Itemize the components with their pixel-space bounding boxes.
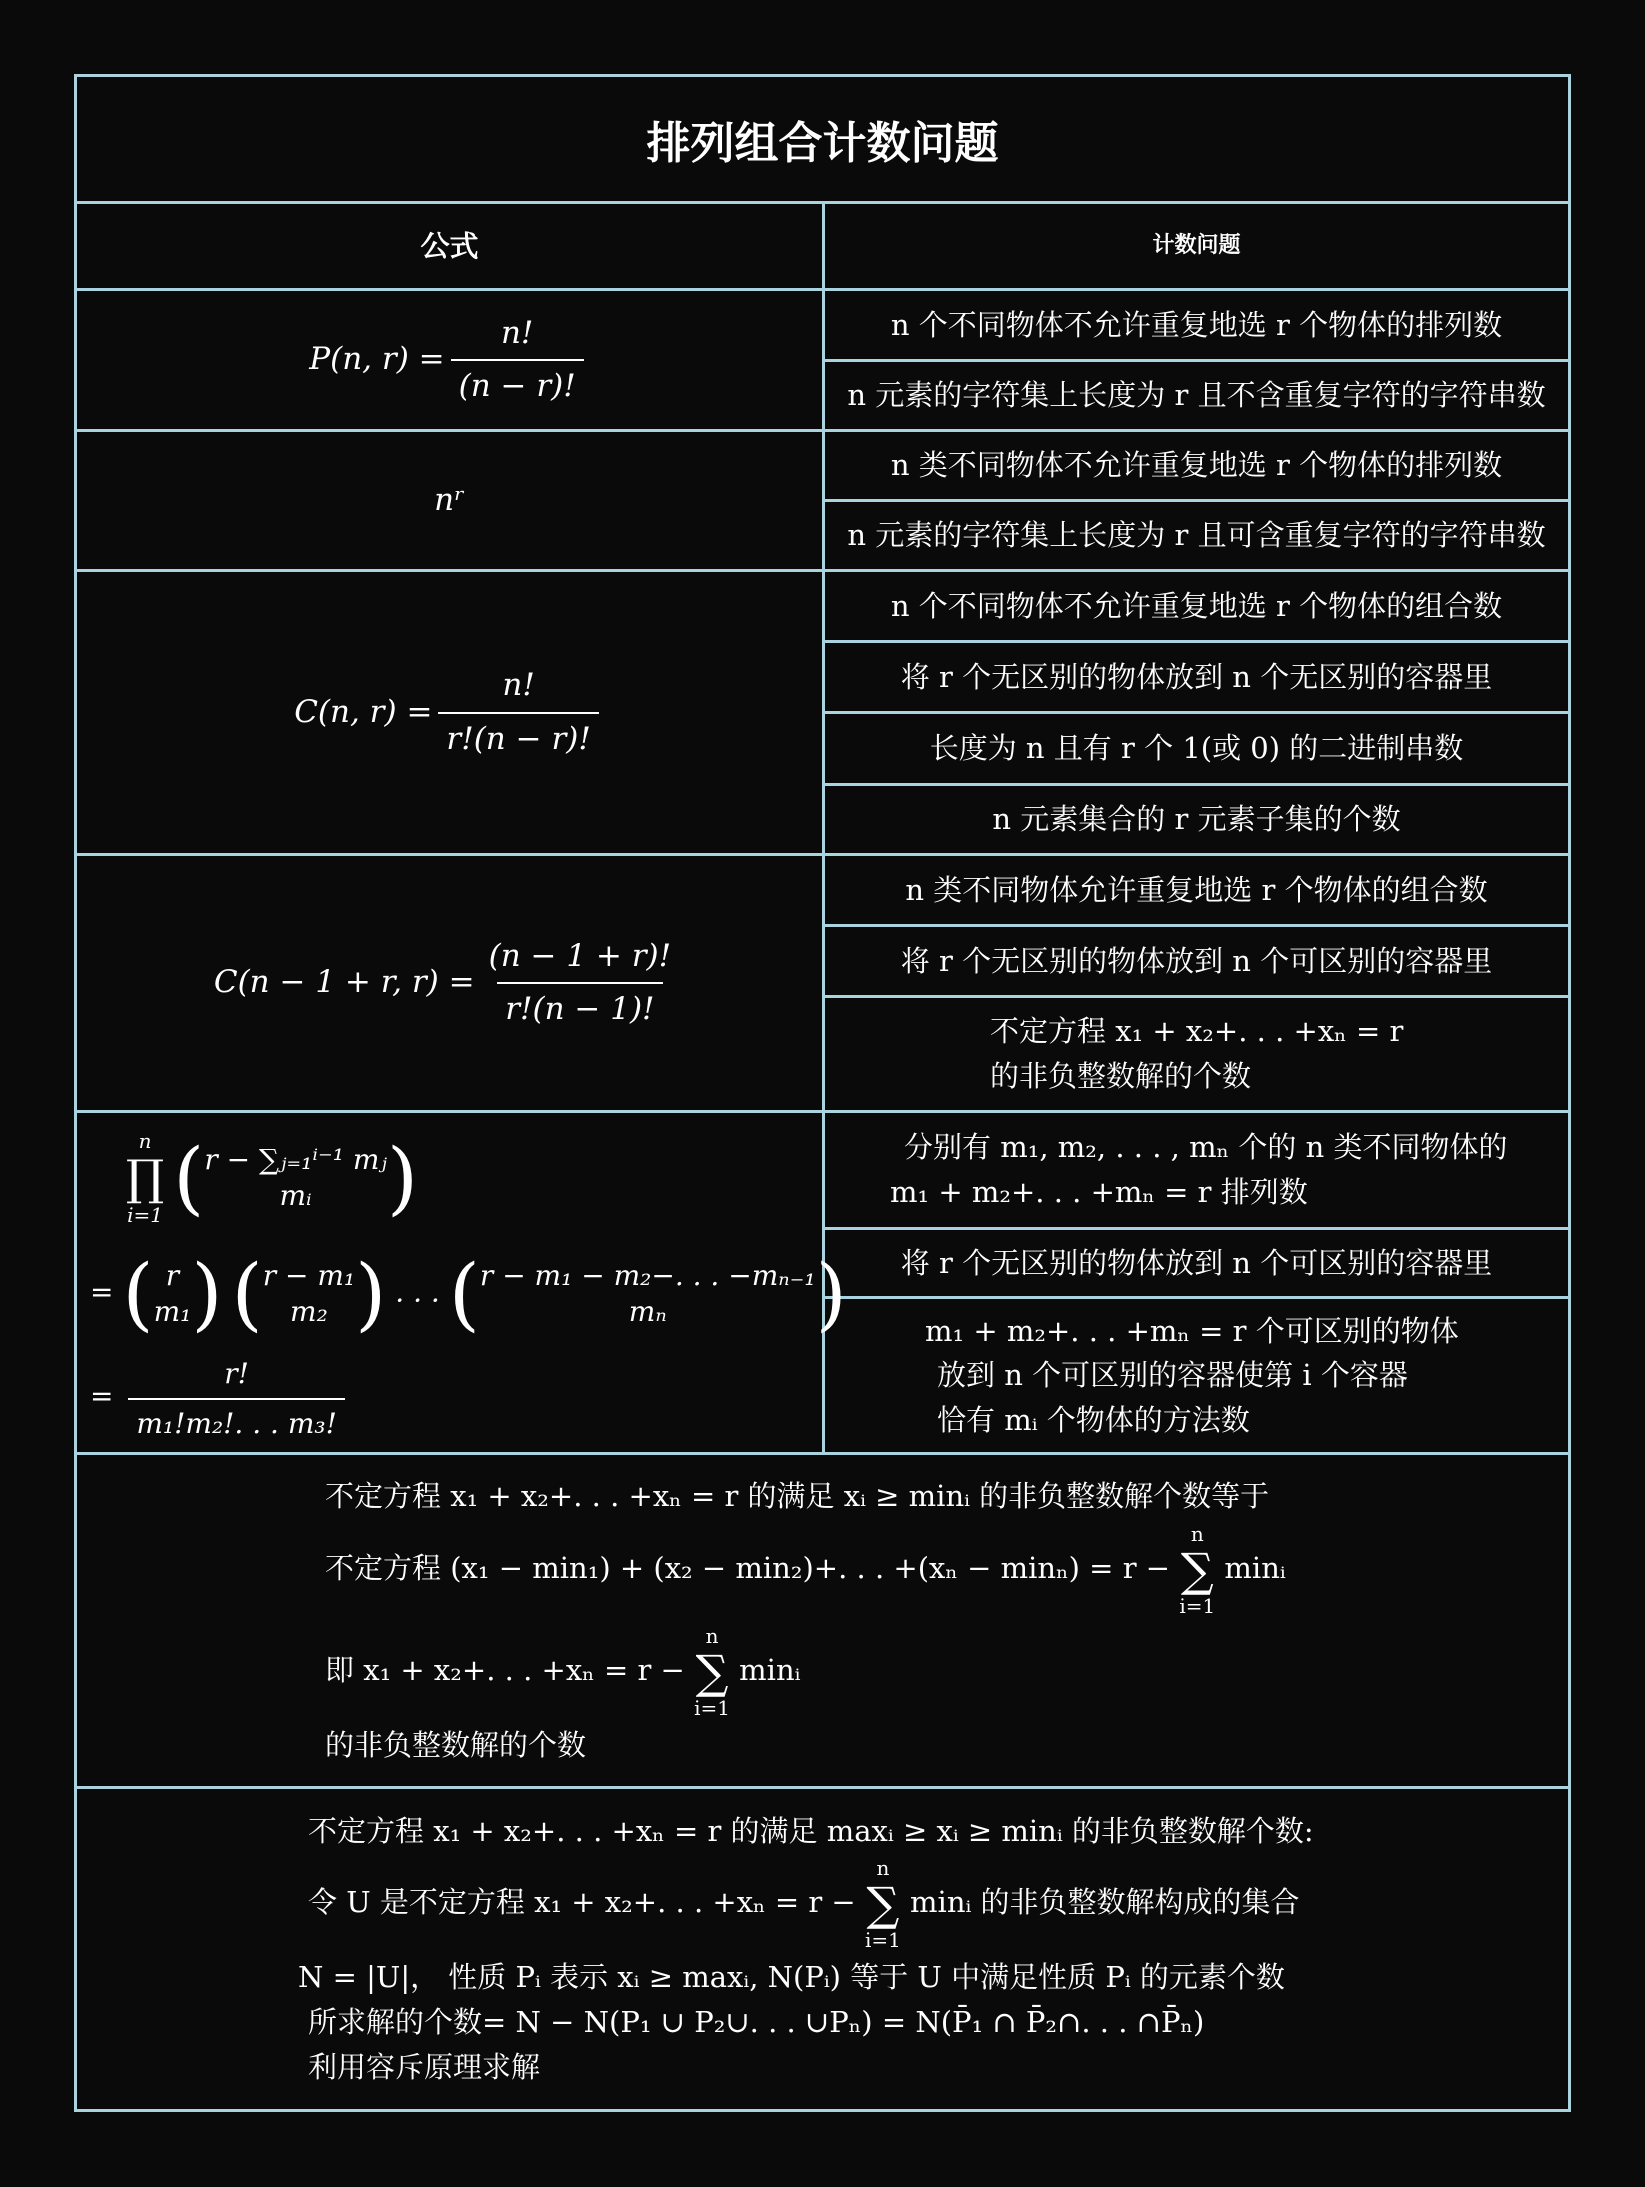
problem-item: n 元素的字符集上长度为 r 且不含重复字符的字符串数 bbox=[847, 378, 1546, 413]
fraction: $\frac{n!}{(n - r)!}$ bbox=[451, 312, 584, 409]
page-title: 排列组合计数问题 bbox=[646, 118, 999, 169]
problem-item: n 类不同物体不允许重复地选 r 个物体的排列数 bbox=[890, 448, 1503, 483]
problem-item: n 元素的字符集上长度为 r 且可含重复字符的字符串数 bbox=[847, 518, 1546, 553]
problem-item: m₁ + m₂+. . . +mₙ = r 个可区别的物体 放到 n 个可区别的容器使第 i 个容器 恰有 mᵢ 个物体的方法数 bbox=[925, 1313, 1459, 1437]
problem-item: 将 r 个无区别的物体放到 n 个可区别的容器里 bbox=[900, 1245, 1493, 1280]
problem-item: 长度为 n 且有 r 个 1(或 0) 的二进制串数 bbox=[929, 731, 1464, 766]
formula-multiset-combination: C(n − 1 + r, r) = $\frac{(n - 1 + r)!}{r!(n - 1)!}$ bbox=[77, 856, 822, 1110]
header-formula: 公式 bbox=[420, 228, 479, 263]
fraction: $\frac{(n - 1 + r)!}{r!(n - 1)!}$ bbox=[481, 935, 680, 1032]
formula-power: nʳ bbox=[434, 481, 465, 518]
problem-item: n 类不同物体允许重复地选 r 个物体的组合数 bbox=[905, 872, 1488, 907]
problem-item: 不定方程 x₁ + x₂+. . . +xₙ = r 的非负整数解的个数 bbox=[990, 1014, 1404, 1093]
min-constraint-block: 不定方程 x₁ + x₂+. . . +xₙ = r 的满足 xᵢ ≥ minᵢ 的非负整数解个数等于 不定方程 (x₁ − min₁) + (x₂ − min₂)+. . . +(xₙ − minₙ) = r − n ∑ i=1 minᵢ 即 x₁ + x₂+. . . +xₙ = r − n ∑ i=1 minᵢ 的非负整数解的个数 bbox=[325, 1478, 1286, 1762]
formula-multinomial bbox=[90, 1113, 847, 1452]
problem-item: n 个不同物体不允许重复地选 r 个物体的组合数 bbox=[890, 588, 1503, 623]
problem-item: 将 r 个无区别的物体放到 n 个可区别的容器里 bbox=[900, 943, 1493, 978]
problem-item: n 元素集合的 r 元素子集的个数 bbox=[992, 802, 1401, 837]
problem-item: 将 r 个无区别的物体放到 n 个无区别的容器里 bbox=[900, 659, 1493, 694]
fraction-line: = $\frac{r!}{\text{m₁!m₂!. . . m₃!}}$ bbox=[90, 1354, 351, 1442]
problem-item: 分别有 m₁, m₂, . . . , mₙ 个的 n 类不同物体的 m₁ + m₂+. . . +mₙ = r 排列数 bbox=[890, 1130, 1508, 1209]
max-constraint-block: 不定方程 x₁ + x₂+. . . +xₙ = r 的满足 maxᵢ ≥ xᵢ ≥ minᵢ 的非负整数解个数: 令 U 是不定方程 x₁ + x₂+. . . +xₙ = r − n ∑ i=1 minᵢ 的非负整数解构成的集合 N = |U|， 性质 Pᵢ 表示 xᵢ ≥ maxᵢ, N(Pᵢ) 等于 U 中满足性质 Pᵢ 的元素个数 所求解的个数= N − N(P₁ ∪ P₂∪. . . ∪Pₙ) = N(P̄₁ ∩ P̄₂∩. . . ∩P̄ₙ) 利用容斥原理求解 bbox=[298, 1813, 1314, 2084]
product-line: n ∏ i=1 ( r − ∑ⱼ₌₁ⁱ⁻¹ mⱼ mᵢ ) bbox=[126, 1129, 419, 1228]
formula-combination: C(n, r) = $\frac{n!}{r!(n - r)!}$ bbox=[77, 572, 822, 853]
header-problem: 计数问题 bbox=[1152, 232, 1241, 258]
problem-item: n 个不同物体不允许重复地选 r 个物体的排列数 bbox=[890, 307, 1503, 342]
fraction: $\frac{n!}{r!(n - r)!}$ bbox=[438, 664, 598, 761]
binomials-line: = ( r m₁ ) ( r − m₁ m₂ ) . . . ( r − m₁ − m₂−. . . −mₙ₋₁ mₙ ) bbox=[90, 1247, 847, 1341]
formula-permutation: P(n, r) = $\frac{n!}{(n - r)!}$ bbox=[77, 291, 822, 429]
